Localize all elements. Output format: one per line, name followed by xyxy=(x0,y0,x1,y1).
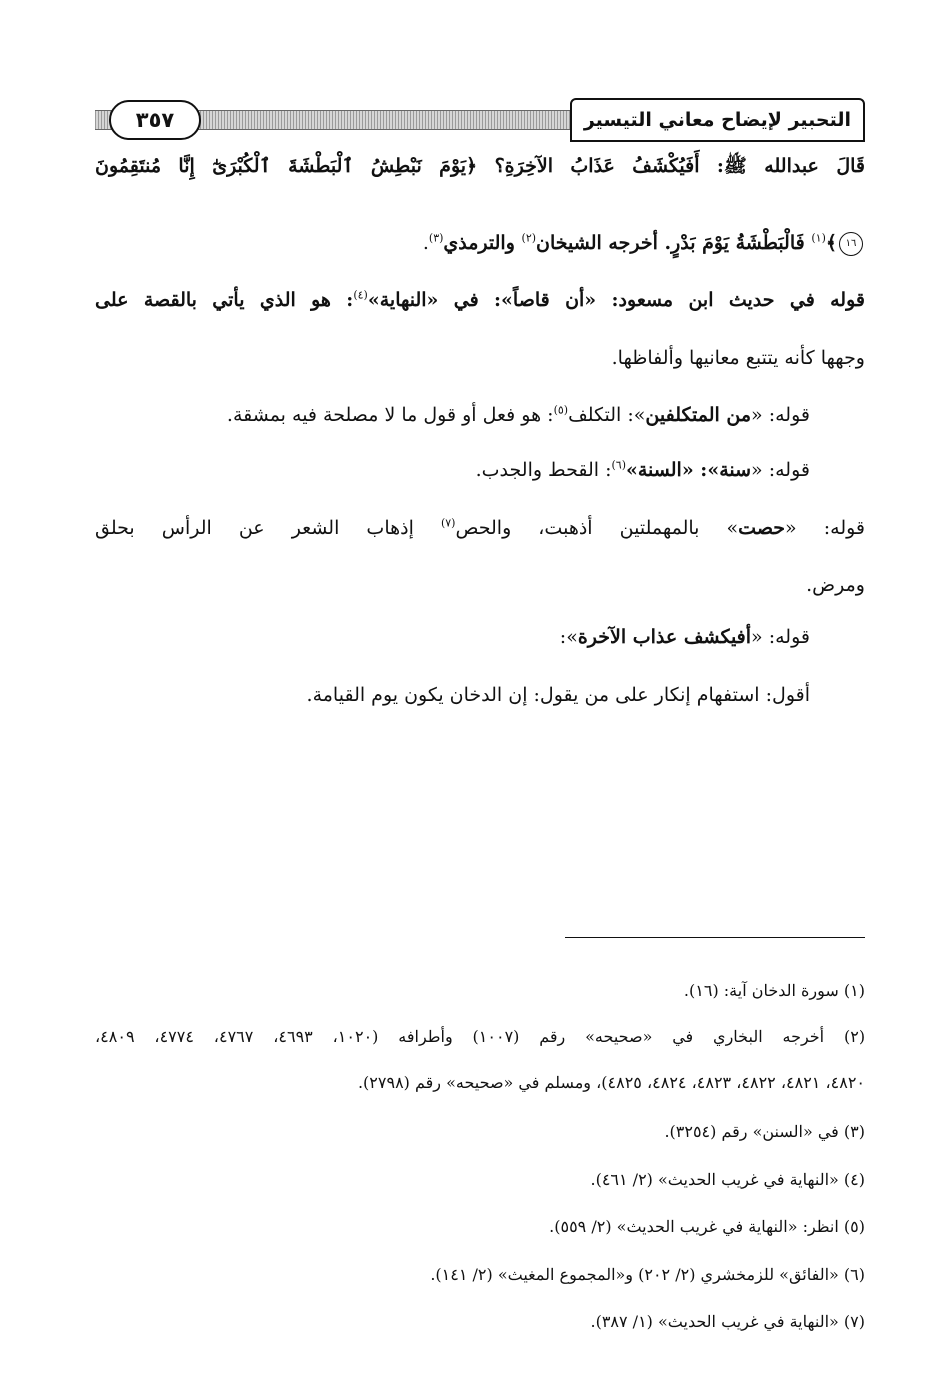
footnote-1: (١) سورة الدخان آية: (١٦). xyxy=(683,981,865,1000)
text-fragment: قوله: « xyxy=(751,404,810,426)
footnote-2-line-1: (٢) أخرجه البخاري في «صحيحه» رقم (١٠٠٧) وأطرافه (١٠٢٠، ٤٦٩٣، ٤٧٦٧، ٤٧٧٤، ٤٨٠٩، xyxy=(95,1027,866,1046)
footnote-3: (٣) في «السنن» رقم (٣٢٥٤). xyxy=(664,1122,865,1141)
quote-tail: فَالْبَطْشَةُ يَوْمَ بَدْرٍ. أخرجه الشيخان xyxy=(536,232,812,254)
paragraph-hassat xyxy=(95,515,865,541)
term-afayukshaf: أفيكشف عذاب الآخرة xyxy=(577,626,752,648)
text-fragment: : القحط والجدب. xyxy=(475,459,612,481)
paragraph-hassat-line-2: ومرض. xyxy=(806,574,865,596)
term-hassat: حصت xyxy=(738,517,786,539)
footnote-ref-6: (٦) xyxy=(611,458,626,472)
paragraph-ibn-masud-lead: قوله في حديث ابن مسعود: «أن قاصاً»: في «النهاية» xyxy=(367,289,865,311)
text-fragment: »: التكلف xyxy=(568,404,646,426)
paragraph-ibn-masud-line-2: وجهها كأنه يتتبع معانيها وألفاظها. xyxy=(611,347,865,369)
term-mutakallifin: من المتكلفين xyxy=(645,404,752,426)
paragraph-aqul: أقول: استفهام إنكار على من يقول: إن الدخان يكون يوم القيامة. xyxy=(306,684,810,706)
footnote-6: (٦) «الفائق» للزمخشري (٢/ ٢٠٢) و«المجموع المغيث» (٢/ ١٤١). xyxy=(430,1265,865,1284)
footnote-2-line-2: ٤٨٢٠، ٤٨٢١، ٤٨٢٢، ٤٨٢٣، ٤٨٢٤، ٤٨٢٥)، ومسلم في «صحيحه» رقم (٢٧٩٨). xyxy=(357,1073,865,1092)
line-end: . xyxy=(422,232,429,254)
book-title: التحبير لإيضاح معاني التيسير xyxy=(570,98,865,142)
footnote-ref-2: (٢) xyxy=(521,231,537,245)
footnote-ref-1: (١) xyxy=(811,231,826,245)
text-fragment: »: «السنة» xyxy=(626,459,720,481)
paragraph-ibn-masud-rest: : هو الذي يأتي بالقصة على xyxy=(95,289,354,311)
tirmidhi-text: والترمذي xyxy=(443,232,522,254)
footnote-7: (٧) «النهاية في غريب الحديث» (١/ ٣٨٧). xyxy=(590,1312,865,1331)
footnote-5: (٥) انظر: «النهاية في غريب الحديث» (٢/ ٥٥٩). xyxy=(549,1217,865,1236)
page-header xyxy=(95,98,865,142)
footnote-separator xyxy=(565,937,865,938)
footnote-ref-4: (٤) xyxy=(353,288,368,302)
paragraph-sanah xyxy=(95,457,865,483)
footnote-ref-5: (٥) xyxy=(553,403,569,417)
quran-quote-line-2 xyxy=(95,230,865,256)
text-fragment: قوله: « xyxy=(785,517,866,539)
footnote-ref-7: (٧) xyxy=(440,516,456,530)
paragraph-afayukshaf xyxy=(95,624,865,650)
text-fragment: قوله: « xyxy=(751,626,810,648)
text-fragment: : هو فعل أو قول ما لا مصلحة فيه بمشقة. xyxy=(226,404,554,426)
page-number: ٣٥٧ xyxy=(109,100,201,140)
ayah-number-marker: ١٦ xyxy=(839,232,863,256)
paragraph-ibn-masud xyxy=(95,287,865,313)
text-fragment: »: xyxy=(559,626,578,648)
text-fragment: » بالمهملتين أذهبت، والحص xyxy=(455,517,739,539)
footnote-ref-3: (٣) xyxy=(428,231,444,245)
text-fragment: إذهاب الشعر عن الرأس بحلق xyxy=(95,517,441,539)
paragraph-mutakallifin xyxy=(95,402,865,428)
quran-quote-line-1: قَالَ عبدالله ﷺ: أَفَيُكْشَفُ عَذَابُ الآخِرَةِ؟ ﴿يَوْمَ نَبْطِشُ ٱلْبَطْشَةَ ٱلْكُبْرَىٰٓ إِنَّا مُنتَقِمُونَ xyxy=(95,155,865,177)
quote-close: ﴾ xyxy=(825,232,837,254)
term-sanah: سنة xyxy=(719,459,752,481)
text-fragment: قوله: « xyxy=(751,459,810,481)
footnote-4: (٤) «النهاية في غريب الحديث» (٢/ ٤٦١). xyxy=(590,1170,865,1189)
